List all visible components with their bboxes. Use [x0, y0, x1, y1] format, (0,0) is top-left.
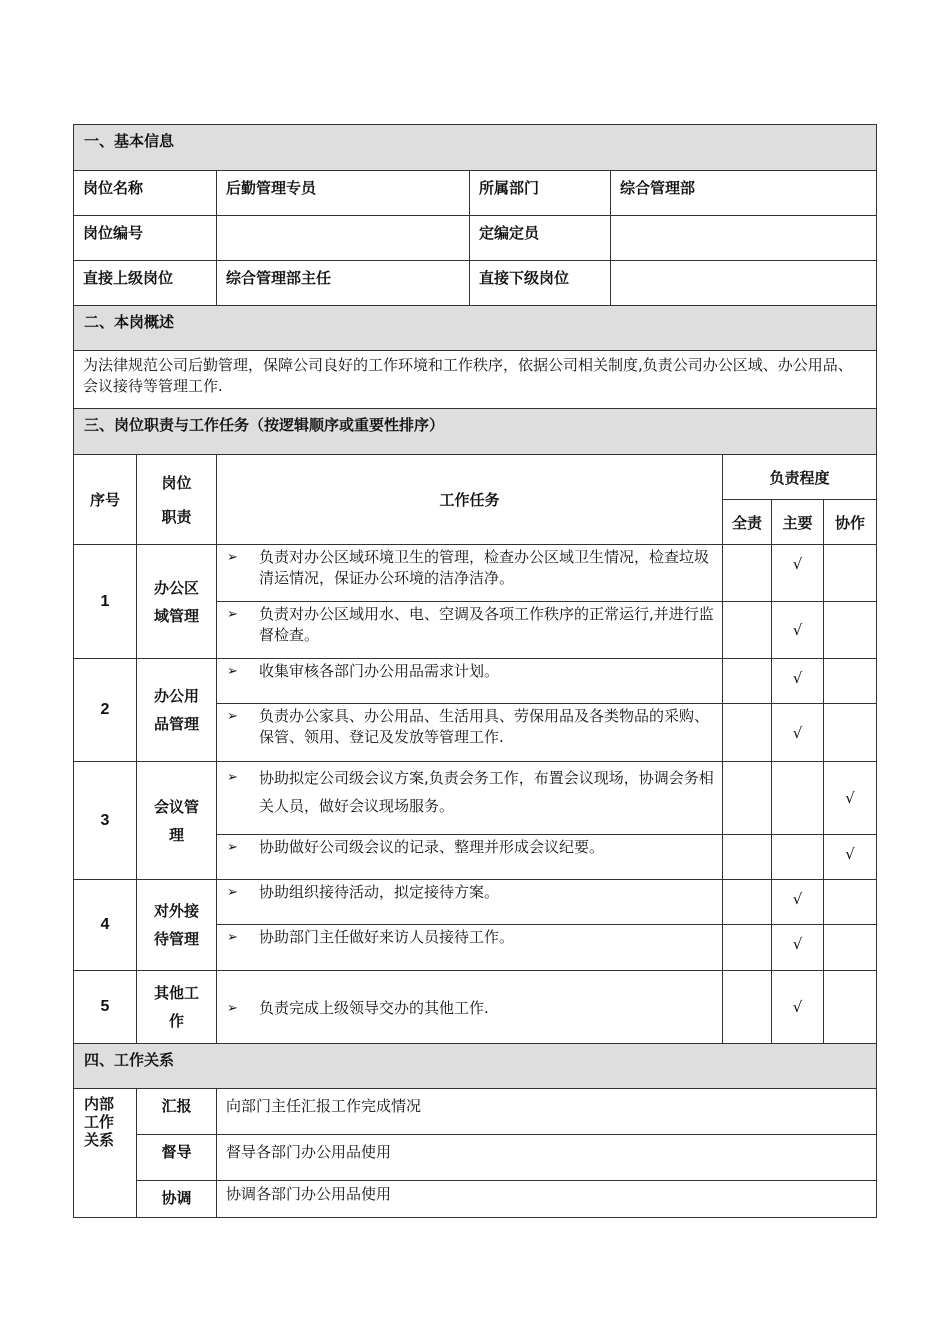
header-full: 全责 [723, 500, 772, 545]
check-assist [824, 971, 877, 1044]
task-cell [217, 880, 723, 925]
header-seq: 序号 [74, 455, 137, 545]
relation-type: 汇报 [137, 1089, 217, 1135]
section-overview-title: 二、本岗概述 [74, 306, 877, 351]
duty-name-line1: 其他工 [153, 984, 199, 1002]
duty-name-line2: 品管理 [153, 715, 199, 733]
internal-relations-label [74, 1089, 137, 1218]
check-main [772, 762, 824, 835]
bullet-arrow-icon: ➢ [227, 709, 238, 724]
check-full [723, 545, 772, 602]
subordinate-label: 直接下级岗位 [470, 261, 611, 306]
section-basic-info-title: 一、基本信息 [74, 125, 877, 171]
headcount-label: 定编定员 [470, 216, 611, 261]
task-text: 负责对办公区域环境卫生的管理，检查办公区域卫生情况，检查垃圾清运情况，保证办公环境的洁净洁净。 [259, 548, 710, 587]
duty-name-line1: 会议管 [153, 797, 199, 816]
header-duty-line2: 职责 [161, 507, 192, 526]
check-main [772, 835, 824, 880]
relation-desc: 协调各部门办公用品使用 [217, 1181, 877, 1218]
duty-number: 5 [74, 971, 137, 1044]
check-assist [824, 602, 877, 659]
duty-name [137, 659, 217, 762]
task-text: 协助做好公司级会议的记录、整理并形成会议纪要。 [259, 838, 605, 856]
check-full [723, 762, 772, 835]
table-row [74, 971, 877, 1044]
check-full [723, 659, 772, 704]
header-task: 工作任务 [217, 455, 723, 545]
duty-name [137, 880, 217, 971]
relation-type: 协调 [137, 1181, 217, 1218]
table-row [74, 1135, 877, 1181]
check-assist [824, 880, 877, 925]
relation-desc: 督导各部门办公用品使用 [217, 1135, 877, 1181]
position-name-value: 后勤管理专员 [217, 171, 470, 216]
header-main: 主要 [772, 500, 824, 545]
bullet-arrow-icon: ➢ [227, 1000, 238, 1016]
task-cell [217, 659, 723, 704]
duty-name-line2: 理 [168, 825, 184, 844]
task-cell [217, 835, 723, 880]
header-duty [137, 455, 217, 545]
section-duties-title: 三、岗位职责与工作任务（按逻辑顺序或重要性排序） [74, 409, 877, 455]
check-assist [824, 659, 877, 704]
check-full [723, 602, 772, 659]
task-cell [217, 925, 723, 971]
duty-name [137, 762, 217, 880]
bullet-arrow-icon: ➢ [227, 885, 238, 900]
check-main: √ [772, 659, 824, 704]
check-full [723, 835, 772, 880]
headcount-value [611, 216, 877, 261]
check-assist: √ [824, 762, 877, 835]
bullet-arrow-icon: ➢ [227, 770, 238, 785]
check-main: √ [772, 545, 824, 602]
task-text: 协助拟定公司级会议方案,负责会务工作，布置会议现场，协调会务相关人员，做好会议现场服务。 [259, 769, 714, 815]
task-text: 收集审核各部门办公用品需求计划。 [259, 662, 500, 680]
duty-name-line1: 办公用 [153, 687, 199, 705]
bullet-arrow-icon: ➢ [227, 664, 238, 679]
task-text: 协助部门主任做好来访人员接待工作。 [259, 928, 515, 946]
check-assist: √ [824, 835, 877, 880]
superior-label: 直接上级岗位 [74, 261, 217, 306]
check-full [723, 704, 772, 762]
internal-label-line3: 关系 [84, 1131, 115, 1149]
task-text: 协助组织接待活动，拟定接待方案。 [259, 883, 500, 901]
table-row [74, 545, 877, 602]
relation-type: 督导 [137, 1135, 217, 1181]
bullet-arrow-icon: ➢ [227, 930, 238, 945]
task-cell [217, 971, 723, 1044]
duty-number: 2 [74, 659, 137, 762]
task-cell [217, 602, 723, 659]
internal-label-line1: 内部 [84, 1095, 115, 1113]
task-text: 负责完成上级领导交办的其他工作. [259, 998, 489, 1017]
duty-name-line2: 域管理 [153, 606, 199, 625]
duty-name [137, 545, 217, 659]
bullet-arrow-icon: ➢ [227, 607, 238, 622]
check-full [723, 971, 772, 1044]
table-row [74, 762, 877, 835]
duty-number: 4 [74, 880, 137, 971]
table-row [74, 880, 877, 925]
relation-desc: 向部门主任汇报工作完成情况 [217, 1089, 877, 1135]
duty-name-line1: 对外接 [153, 902, 199, 920]
job-description-table [73, 124, 877, 1218]
table-row [74, 659, 877, 704]
task-cell [217, 762, 723, 835]
table-row [74, 1181, 877, 1218]
bullet-arrow-icon: ➢ [227, 550, 238, 565]
position-code-value [217, 216, 470, 261]
department-label: 所属部门 [470, 171, 611, 216]
check-assist [824, 925, 877, 971]
duty-name [137, 971, 217, 1044]
header-responsibility: 负责程度 [723, 455, 877, 500]
duty-name-line2: 作 [168, 1012, 184, 1030]
header-duty-line1: 岗位 [161, 473, 192, 492]
duty-name-line1: 办公区 [153, 578, 199, 597]
check-main: √ [772, 602, 824, 659]
duty-number: 1 [74, 545, 137, 659]
check-full [723, 925, 772, 971]
superior-value: 综合管理部主任 [217, 261, 470, 306]
task-cell [217, 704, 723, 762]
task-cell [217, 545, 723, 602]
duty-name-line2: 待管理 [153, 930, 199, 948]
check-main: √ [772, 704, 824, 762]
task-text: 负责办公家具、办公用品、生活用具、劳保用品及各类物品的采购、保管、领用、登记及发放等管理工作. [259, 707, 710, 746]
department-value: 综合管理部 [611, 171, 877, 216]
check-assist [824, 704, 877, 762]
position-code-label: 岗位编号 [74, 216, 217, 261]
header-assist: 协作 [824, 500, 877, 545]
position-name-label: 岗位名称 [74, 171, 217, 216]
bullet-arrow-icon: ➢ [227, 840, 238, 855]
check-full [723, 880, 772, 925]
check-main: √ [772, 880, 824, 925]
internal-label-line2: 工作 [84, 1113, 115, 1131]
check-main: √ [772, 971, 824, 1044]
duty-number: 3 [74, 762, 137, 880]
overview-summary: 为法律规范公司后勤管理，保障公司良好的工作环境和工作秩序，依据公司相关制度,负责公司办公区域、办公用品、会议接待等管理工作. [74, 351, 877, 409]
section-relations-title: 四、工作关系 [74, 1044, 877, 1089]
check-main: √ [772, 925, 824, 971]
subordinate-value [611, 261, 877, 306]
task-text: 负责对办公区域用水、电、空调及各项工作秩序的正常运行,并进行监督检查。 [259, 605, 714, 644]
check-assist [824, 545, 877, 602]
table-row [74, 1089, 877, 1135]
